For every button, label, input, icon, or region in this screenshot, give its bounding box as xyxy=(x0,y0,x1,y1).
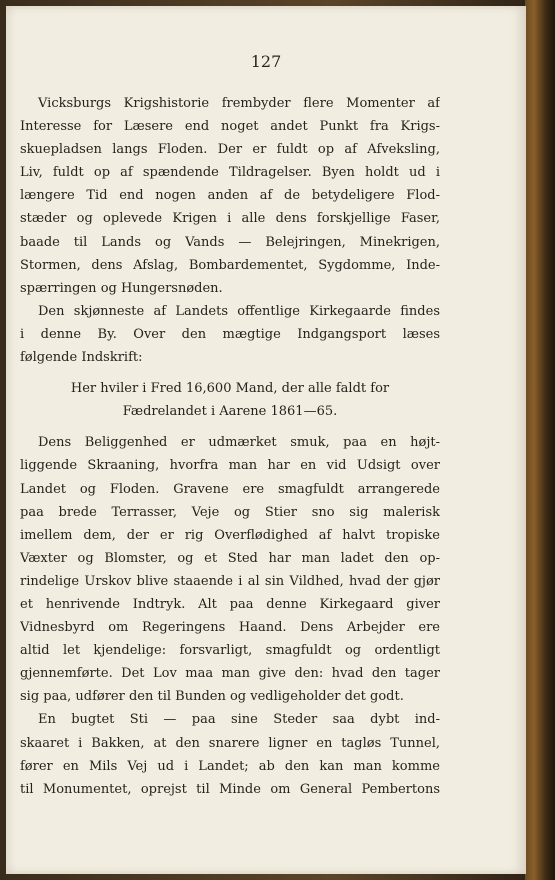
text-line: spærringen og Hungersnøden. xyxy=(20,280,223,296)
page-number: 127 xyxy=(250,52,282,71)
text-line: Vicksburgs Krigshistorie frembyder flere Momenter af xyxy=(38,96,440,111)
text-line: Den skjønneste af Landets offentlige Kirkegaarde findes xyxy=(38,303,440,319)
text-line: En bugtet Sti — paa sine Steder saa dybt ind- xyxy=(38,712,440,728)
text-line: Liv, fuldt op af spændende Tildragelser. Byen holdt ud i xyxy=(20,165,440,181)
text-line: rindelige Urskov blive staaende i al sin Vildhed, hvad der gjør xyxy=(20,573,440,589)
text-line: længere Tid end nogen anden af de betydeligere Flod- xyxy=(20,188,440,204)
text-line: Stormen, dens Afslag, Bombardementet, Sygdomme, Inde- xyxy=(20,257,440,273)
text-line: i denne By. Over den mægtige Indgangsport læses xyxy=(20,326,440,342)
text-line: liggende Skraaning, hvorfra man har en vid Udsigt over xyxy=(20,458,440,474)
text-line: til Monumentet, oprejst til Minde om General Pembertons xyxy=(20,781,440,797)
text-line: skuepladsen langs Floden. Der er fuldt op af Afveksling, xyxy=(20,142,440,158)
text-line: paa brede Terrasser, Veje og Stier sno sig malerisk xyxy=(20,504,440,520)
text-line: stæder og oplevede Krigen i alle dens forskjellige Faser, xyxy=(20,211,440,227)
text-line: Dens Beliggenhed er udmærket smuk, paa en højt- xyxy=(38,435,440,451)
text-line: følgende Indskrift: xyxy=(20,350,143,366)
text-line: altid let kjendelige: forsvarligt, smagfuldt og ordentligt xyxy=(20,643,440,659)
body-text xyxy=(20,92,440,801)
text-line: Væxter og Blomster, og et Sted har man ladet den op- xyxy=(20,550,440,566)
text-line: Vidnesbyrd om Regeringens Haand. Dens Arbejder ere xyxy=(20,620,440,636)
inscription-line: Fædrelandet i Aarene 1861—65. xyxy=(122,404,338,420)
text-line: imellem dem, der er rig Overflødighed af halvt tropiske xyxy=(20,527,440,543)
text-line: fører en Mils Vej ud i Landet; ab den kan man komme xyxy=(20,758,440,774)
text-line: Interesse for Læsere end noget andet Punkt fra Krigs- xyxy=(20,119,440,135)
text-line: Landet og Floden. Gravene ere smagfuldt arrangerede xyxy=(20,481,440,497)
book-spine xyxy=(525,0,555,880)
text-line: baade til Lands og Vands — Belejringen, Minekrigen, xyxy=(20,234,440,250)
inscription-line: Her hviler i Fred 16,600 Mand, der alle faldt for xyxy=(70,381,390,397)
text-line: skaaret i Bakken, at den snarere ligner en tagløs Tunnel, xyxy=(20,735,440,751)
text-line: gjennemførte. Det Lov maa man give den: hvad den tager xyxy=(20,666,440,682)
text-line: et henrivende Indtryk. Alt paa denne Kirkegaard giver xyxy=(20,596,440,612)
book-page xyxy=(6,6,526,874)
text-line: sig paa, udfører den til Bunden og vedligeholder det godt. xyxy=(20,689,404,705)
